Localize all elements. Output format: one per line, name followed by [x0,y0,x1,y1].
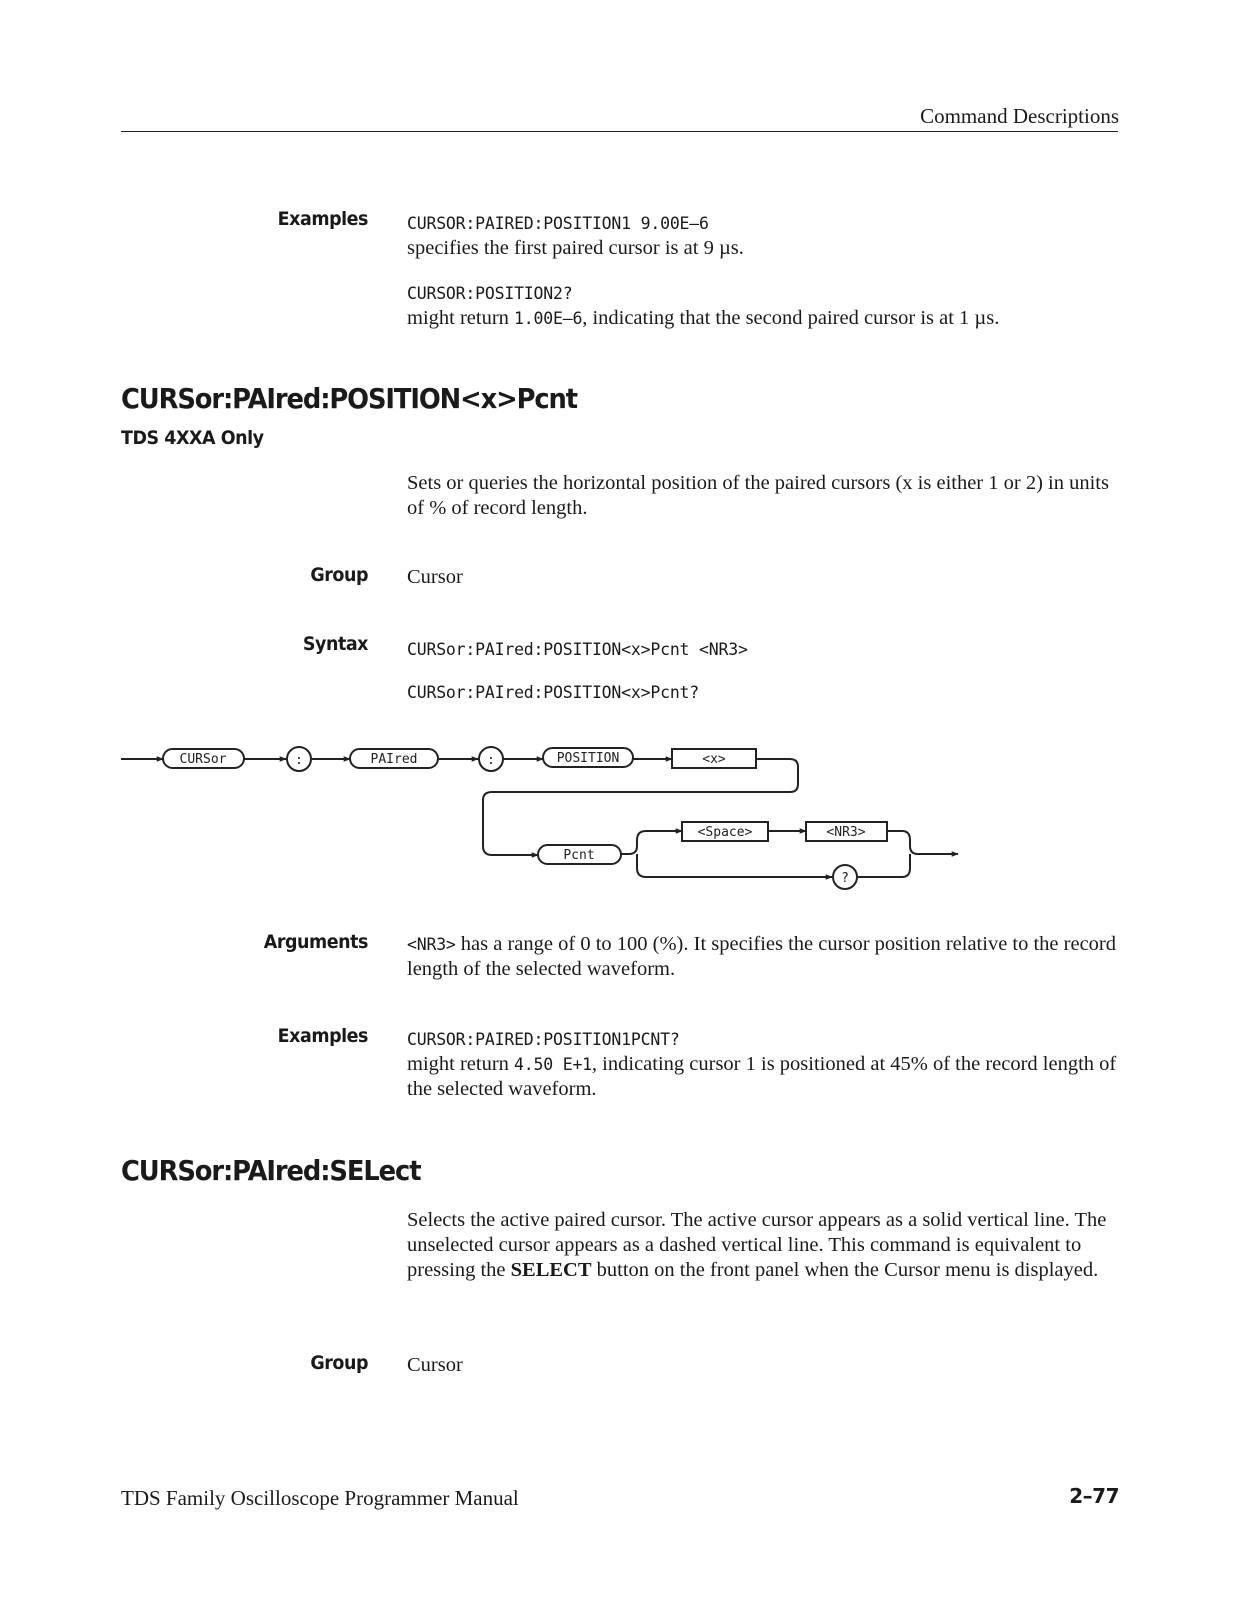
command-subtitle: TDS 4XXA Only [121,427,264,449]
group-value: Cursor [407,566,463,588]
arguments-text: <NR3> has a range of 0 to 100 (%). It specifies the cursor position relative to the record length of the selected waveform. [407,933,1117,980]
diagram-label-space: <Space> [697,825,753,840]
command-description-2: Selects the active paired cursor. The active cursor appears as a solid vertical line. The unselected cursor appears as a dashed vertical line. This command is equivalent to pressing the SELECT button on the front panel when the Cursor menu is displayed. [407,1209,1107,1281]
syntax-line-2: CURSor:PAIred:POSITION<x>Pcnt? [407,683,700,702]
command-title-2: CURSor:PAIred:SELect [121,1154,421,1187]
examples-block-3 [407,1027,1119,1102]
footer-page-number: 2–77 [1069,1484,1119,1508]
diagram-label-x: <x> [702,752,726,767]
arguments-label: Arguments [263,931,368,953]
diagram-label-cursor: CURSor [179,752,227,767]
example-command: CURSOR:PAIRED:POSITION1 9.00E–6 [407,214,709,233]
diagram-label-position: POSITION [556,751,620,766]
example-command: CURSOR:PAIRED:POSITION1PCNT? [407,1030,680,1049]
syntax-line-1: CURSor:PAIred:POSITION<x>Pcnt <NR3> [407,640,748,659]
example-command: CURSOR:POSITION2? [407,284,573,303]
diagram-label-colon-1: : [295,753,303,768]
examples-label-2: Examples [277,1025,368,1047]
diagram-label-pcnt: Pcnt [563,848,595,863]
group-label-2: Group [310,1352,368,1374]
syntax-label: Syntax [302,633,368,655]
diagram-label-query: ? [841,871,849,886]
group-label: Group [310,564,368,586]
command-title: CURSor:PAIred:POSITION<x>Pcnt [121,382,577,415]
examples-label: Examples [277,208,368,230]
example-description: specifies the first paired cursor is at 9 µs. [407,237,744,259]
running-head: Command Descriptions [920,104,1119,128]
footer-manual-title: TDS Family Oscilloscope Programmer Manual [121,1486,519,1510]
diagram-label-nr3: <NR3> [826,825,866,840]
diagram-label-colon-2: : [487,753,495,768]
group-value-2: Cursor [407,1354,463,1376]
diagram-label-paired: PAIred [370,752,418,767]
command-description: Sets or queries the horizontal position of the paired cursors (x is either 1 or 2) in units of % of record length. [407,472,1109,519]
example-description: might return 1.00E–6, indicating that the second paired cursor is at 1 µs. [407,307,1000,329]
example-description: might return 4.50 E+1, indicating cursor 1 is positioned at 45% of the record length of the selected waveform. [407,1053,1117,1100]
